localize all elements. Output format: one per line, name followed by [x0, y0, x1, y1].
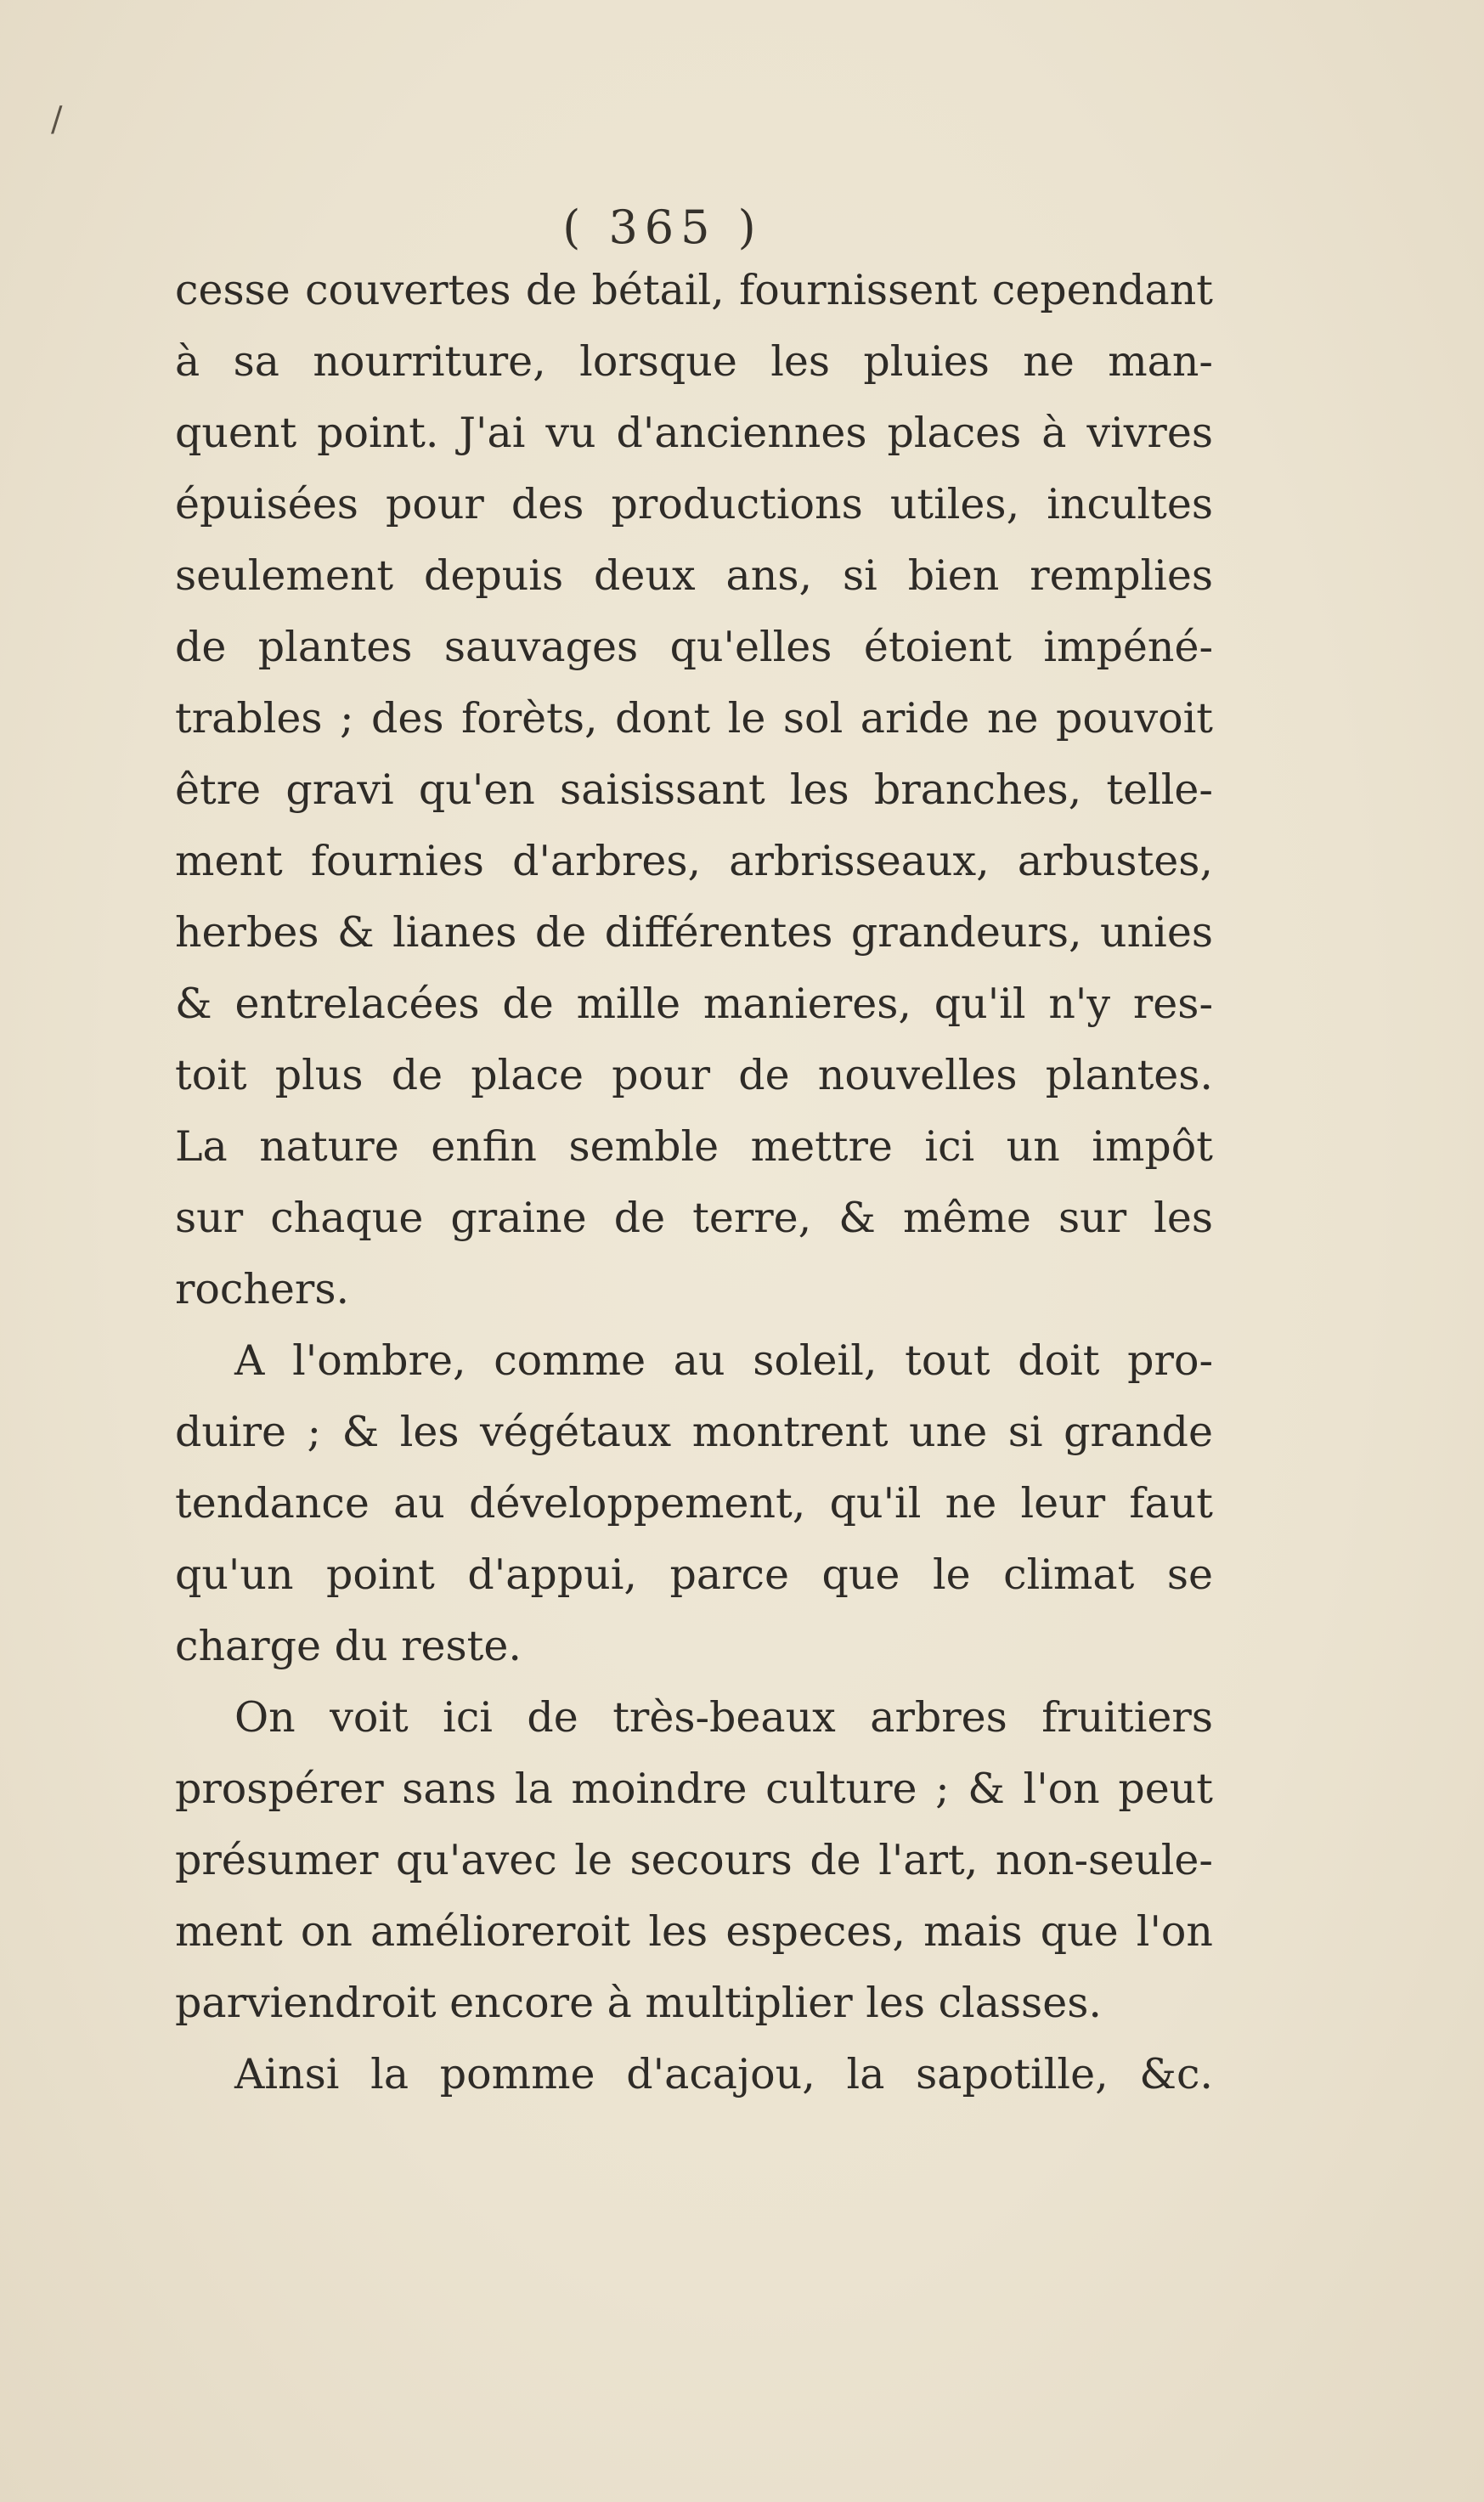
- text-line: charge du reste.: [175, 1622, 522, 1670]
- text-line: de plantes sauvages qu'elles étoient impéné-: [175, 623, 1213, 671]
- body-text: [175, 255, 1213, 2110]
- text-line: On voit ici de très-beaux arbres fruitiers: [234, 1693, 1213, 1742]
- text-line: La nature enfin semble mettre ici un impôt: [175, 1122, 1213, 1171]
- text-line: être gravi qu'en saisissant les branches, telle-: [175, 765, 1213, 814]
- text-line: à sa nourriture, lorsque les pluies ne man-: [175, 337, 1213, 386]
- text-line: rochers.: [175, 1265, 350, 1313]
- text-line: & entrelacées de mille manieres, qu'il n'y res-: [175, 980, 1213, 1028]
- text-line: épuisées pour des productions utiles, incultes: [175, 480, 1213, 528]
- text-line: herbes & lianes de différentes grandeurs, unies: [175, 908, 1213, 957]
- page-number: ( 365 ): [562, 200, 763, 254]
- text-line: parviendroit encore à multiplier les classes.: [175, 1979, 1102, 2027]
- text-line: prospérer sans la moindre culture ; & l'on peut: [175, 1765, 1213, 1813]
- text-line: ment fournies d'arbres, arbrisseaux, arbustes,: [175, 837, 1213, 885]
- text-line: seulement depuis deux ans, si bien remplies: [175, 551, 1213, 600]
- text-line: trables ; des forèts, dont le sol aride ne pouvoit: [175, 694, 1213, 743]
- text-line: sur chaque graine de terre, & même sur les: [175, 1194, 1213, 1242]
- text-line: quent point. J'ai vu d'anciennes places à vivres: [175, 409, 1213, 457]
- margin-mark: /: [51, 100, 63, 139]
- text-line: présumer qu'avec le secours de l'art, non-seule-: [175, 1836, 1213, 1884]
- text-line: A l'ombre, comme au soleil, tout doit pro-: [234, 1336, 1213, 1385]
- text-line: cesse couvertes de bétail, fournissent cependant: [175, 266, 1213, 314]
- text-line: toit plus de place pour de nouvelles plantes.: [175, 1051, 1213, 1099]
- text-line: Ainsi la pomme d'acajou, la sapotille, &c.: [234, 2050, 1213, 2098]
- text-line: ment on amélioreroit les especes, mais que l'on: [175, 1907, 1213, 1956]
- text-line: duire ; & les végétaux montrent une si grande: [175, 1408, 1213, 1456]
- text-line: tendance au développement, qu'il ne leur faut: [175, 1479, 1213, 1528]
- text-line: qu'un point d'appui, parce que le climat se: [175, 1550, 1213, 1599]
